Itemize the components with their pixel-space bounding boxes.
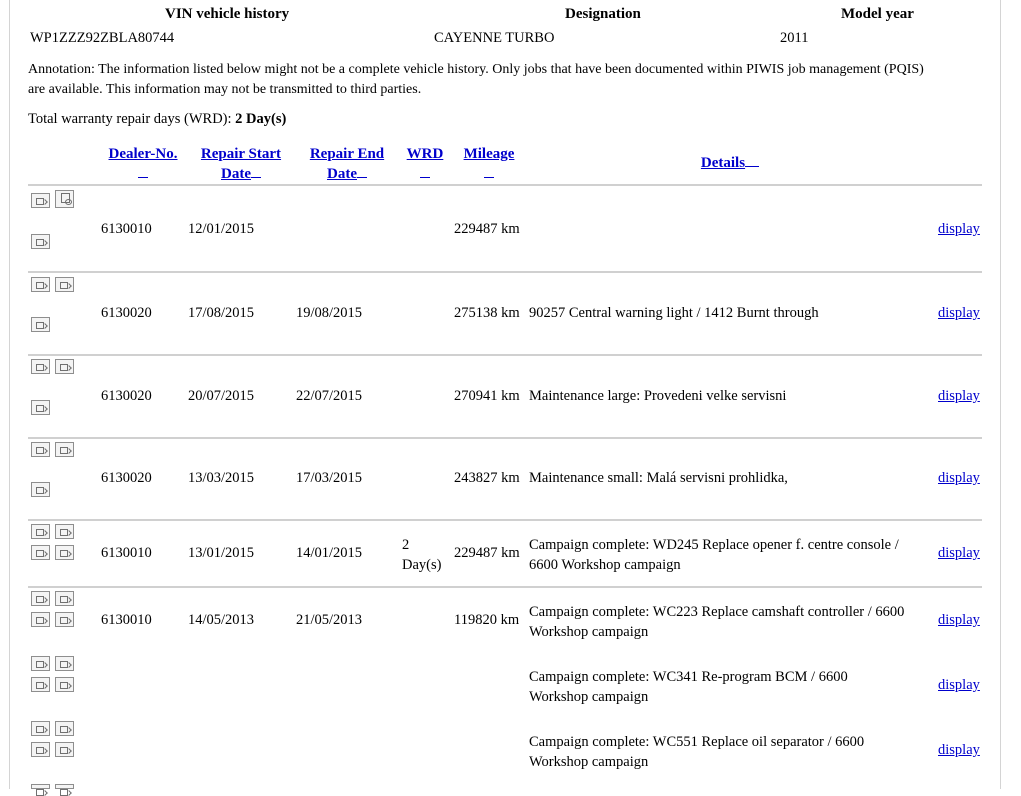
display-link[interactable]: display xyxy=(938,612,980,628)
edit-icon[interactable] xyxy=(55,524,74,539)
mileage: 119820 km xyxy=(454,612,520,628)
details-text xyxy=(529,732,864,772)
edit-icon[interactable] xyxy=(31,442,50,457)
edit-icon[interactable] xyxy=(31,359,50,374)
wrd-number: 2 xyxy=(402,537,410,553)
details-line-1: Campaign complete: WC341 Re-program BCM / 6600 xyxy=(529,669,848,685)
dealer-no: 6130010 xyxy=(101,545,152,561)
col-mileage-label: Mileage xyxy=(463,146,515,162)
details-line-2: Workshop campaign xyxy=(529,624,649,640)
edit-icon[interactable] xyxy=(31,482,50,497)
repair-end-date: 22/07/2015 xyxy=(296,388,363,404)
sort-indicator xyxy=(251,165,261,178)
edit-icon[interactable] xyxy=(55,545,74,560)
repair-end-date: 17/03/2015 xyxy=(296,470,363,486)
mileage: 275138 km xyxy=(454,305,520,321)
edit-icon[interactable] xyxy=(31,193,50,208)
wrd-value xyxy=(402,535,441,575)
mileage: 229487 km xyxy=(454,545,520,561)
col-repair-start[interactable] xyxy=(195,144,287,184)
edit-icon[interactable] xyxy=(55,442,74,457)
details-text: Maintenance small: Malá servisni prohlidka, xyxy=(529,470,788,486)
repair-end-date: 19/08/2015 xyxy=(296,305,363,321)
col-repair-end-label-2: Date xyxy=(327,166,357,182)
details-text: Maintenance large: Provedeni velke servisni xyxy=(529,388,787,404)
display-link[interactable]: display xyxy=(938,470,980,486)
edit-icon[interactable] xyxy=(55,612,74,627)
row-separator xyxy=(28,586,982,588)
sort-indicator xyxy=(420,165,430,178)
vin-value: WP1ZZZ92ZBLA80744 xyxy=(30,30,175,46)
edit-icon[interactable] xyxy=(31,677,50,692)
edit-icon[interactable] xyxy=(31,545,50,560)
model-year-label: Model year xyxy=(841,6,914,22)
designation-label: Designation xyxy=(565,6,641,22)
total-wrd xyxy=(28,111,286,128)
col-repair-end-label-1: Repair End xyxy=(309,146,385,162)
dealer-no: 6130020 xyxy=(101,305,152,321)
display-link[interactable]: display xyxy=(938,742,980,758)
edit-icon[interactable] xyxy=(55,656,74,671)
details-line-1: Campaign complete: WC551 Replace oil separator / 6600 xyxy=(529,734,865,750)
col-repair-start-label-1: Repair Start xyxy=(200,146,282,162)
edit-icon[interactable] xyxy=(31,317,50,332)
dealer-no: 6130010 xyxy=(101,221,152,237)
annotation-line-1: Annotation: The information listed below might not be a complete vehicle history. Only jobs that have been documented within PIWIS job management (PQIS) xyxy=(28,62,924,77)
details-line-2: Workshop campaign xyxy=(529,689,649,705)
repair-end-date: 14/01/2015 xyxy=(296,545,363,561)
mileage: 270941 km xyxy=(454,388,520,404)
col-wrd[interactable] xyxy=(402,144,448,184)
repair-start-date: 13/03/2015 xyxy=(188,470,255,486)
sort-indicator xyxy=(357,165,367,178)
display-link[interactable]: display xyxy=(938,677,980,693)
col-details[interactable] xyxy=(690,153,770,173)
repair-start-date: 13/01/2015 xyxy=(188,545,255,561)
dealer-no: 6130010 xyxy=(101,612,152,628)
display-link[interactable]: display xyxy=(938,305,980,321)
display-link[interactable]: display xyxy=(938,545,980,561)
edit-icon[interactable] xyxy=(31,277,50,292)
row-separator xyxy=(28,354,982,356)
edit-icon[interactable] xyxy=(55,742,74,757)
edit-icon[interactable] xyxy=(31,656,50,671)
details-text xyxy=(529,535,899,575)
col-dealer-label: Dealer-No. xyxy=(108,146,178,162)
vin-history-label: VIN vehicle history xyxy=(165,6,290,22)
total-wrd-value: 2 Day(s) xyxy=(235,111,287,127)
sort-indicator xyxy=(745,154,759,167)
repair-end-date: 21/05/2013 xyxy=(296,612,363,628)
edit-icon[interactable] xyxy=(55,677,74,692)
col-repair-end[interactable] xyxy=(303,144,391,184)
edit-icon[interactable] xyxy=(31,612,50,627)
col-wrd-label: WRD xyxy=(406,146,444,162)
sort-indicator xyxy=(138,165,148,178)
model-year-value: 2011 xyxy=(780,30,809,46)
col-dealer-no[interactable] xyxy=(101,144,185,184)
row-separator xyxy=(28,184,982,186)
col-mileage[interactable] xyxy=(457,144,521,184)
edit-icon[interactable] xyxy=(55,359,74,374)
display-link[interactable]: display xyxy=(938,221,980,237)
edit-icon[interactable] xyxy=(31,742,50,757)
edit-icon[interactable] xyxy=(31,400,50,415)
dealer-no: 6130020 xyxy=(101,388,152,404)
document-icon[interactable] xyxy=(55,190,74,208)
total-wrd-label: Total warranty repair days (WRD): xyxy=(28,111,232,127)
edit-icon[interactable] xyxy=(31,591,50,606)
details-text: 90257 Central warning light / 1412 Burnt through xyxy=(529,305,819,321)
details-line-2: Workshop campaign xyxy=(529,754,649,770)
repair-start-date: 20/07/2015 xyxy=(188,388,255,404)
row-separator xyxy=(28,437,982,439)
col-details-label: Details xyxy=(700,155,746,171)
details-line-1: Campaign complete: WC223 Replace camshaft controller / 6600 xyxy=(529,604,905,620)
edit-icon[interactable] xyxy=(31,721,50,736)
col-repair-start-label-2: Date xyxy=(221,166,251,182)
row-separator xyxy=(28,271,982,273)
designation-value: CAYENNE TURBO xyxy=(434,30,555,46)
display-link[interactable]: display xyxy=(938,388,980,404)
repair-start-date: 17/08/2015 xyxy=(188,305,255,321)
wrd-unit: Day(s) xyxy=(402,557,442,573)
edit-icon[interactable] xyxy=(55,784,74,789)
dealer-no: 6130020 xyxy=(101,470,152,486)
details-text xyxy=(529,602,904,642)
edit-icon[interactable] xyxy=(31,524,50,539)
mileage: 229487 km xyxy=(454,221,520,237)
sort-indicator xyxy=(484,165,494,178)
repair-start-date: 12/01/2015 xyxy=(188,221,255,237)
details-line-1: Campaign complete: WD245 Replace opener f. centre console / xyxy=(529,537,899,553)
details-text xyxy=(529,667,848,707)
mileage: 243827 km xyxy=(454,470,520,486)
edit-icon[interactable] xyxy=(31,784,50,789)
edit-icon[interactable] xyxy=(31,234,50,249)
details-line-2: 6600 Workshop campaign xyxy=(529,557,681,573)
row-separator xyxy=(28,519,982,521)
repair-start-date: 14/05/2013 xyxy=(188,612,255,628)
annotation-line-2: are available. This information may not be transmitted to third parties. xyxy=(28,82,422,97)
edit-icon[interactable] xyxy=(55,721,74,736)
edit-icon[interactable] xyxy=(55,277,74,292)
edit-icon[interactable] xyxy=(55,591,74,606)
